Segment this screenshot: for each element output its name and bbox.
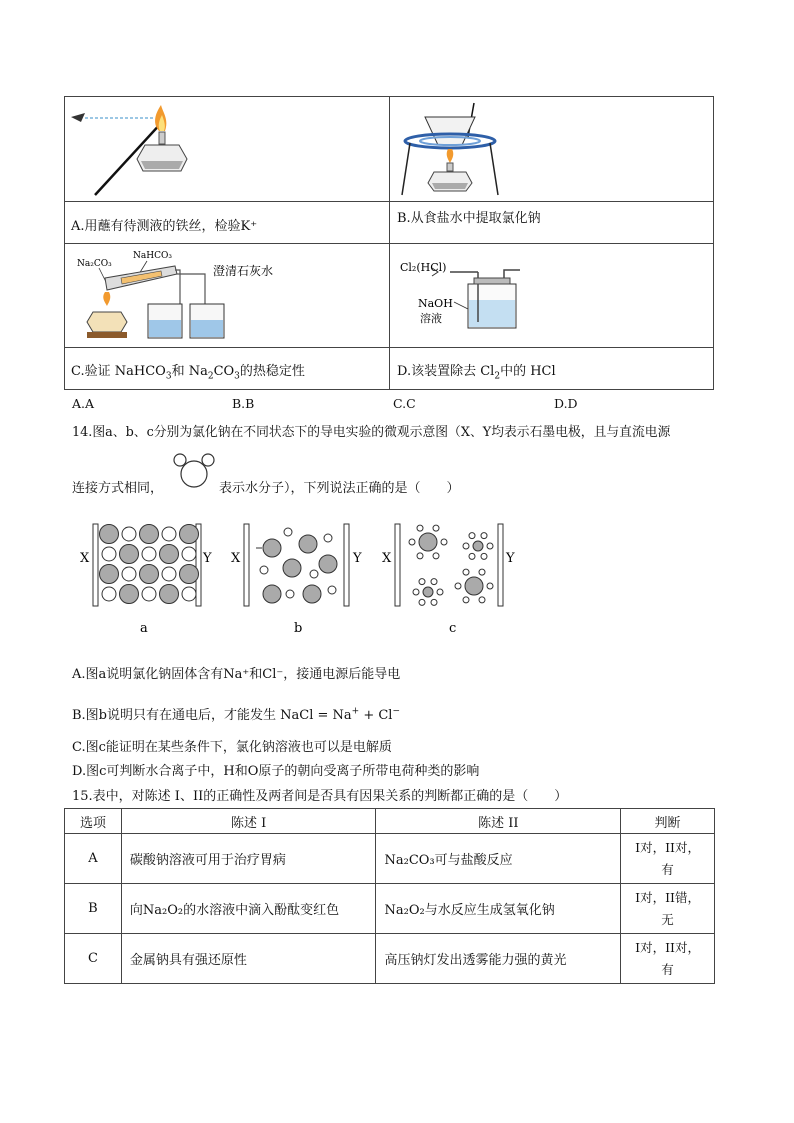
judgement-cell: I对，II错， 无 <box>621 884 715 934</box>
water-molecule <box>479 597 485 603</box>
sodium-ion <box>162 527 176 541</box>
water-molecule <box>433 525 439 531</box>
chloride-ion <box>140 525 159 544</box>
header-statement-1: 陈述 I <box>121 809 376 834</box>
row-option[interactable]: C <box>65 934 122 984</box>
chloride-ion <box>140 565 159 584</box>
sodium-ion <box>142 547 156 561</box>
header-option: 选项 <box>65 809 122 834</box>
sodium-ion <box>182 547 196 561</box>
q14-stem-line2-end: 表示水分子），下列说法正确的是（ ） <box>219 481 460 496</box>
na2co3-label: Na₂CO₃ <box>77 259 112 269</box>
panel-label-a: a <box>140 621 148 636</box>
grid-divider-3 <box>65 347 713 348</box>
q14-option-b[interactable]: B.图b说明只有在通电后，才能发生 NaCl = Na+ + Cl− <box>72 706 401 723</box>
water-molecule <box>455 583 461 589</box>
row-option[interactable]: B <box>65 884 122 934</box>
water-molecule <box>463 543 469 549</box>
water-molecule <box>437 589 443 595</box>
hydrated-ion <box>423 587 433 597</box>
sodium-ion <box>182 587 196 601</box>
q13-option-a[interactable]: A.A <box>72 396 95 411</box>
statement-1-cell: 向Na₂O₂的水溶液中滴入酚酞变红色 <box>121 884 376 934</box>
gas-washing-bottle-figure <box>390 244 714 347</box>
water-molecule <box>463 569 469 575</box>
water-molecule <box>469 533 475 539</box>
chloride-ion <box>160 545 179 564</box>
electrode-y-label-c: Y <box>506 551 515 566</box>
water-molecule <box>481 553 487 559</box>
q14-stem-line1: 14.图a、b、c分别为氯化钠在不同状态下的导电实验的微观示意图（X、Y均表示石墨电极，且与直流电源 <box>72 425 671 440</box>
water-molecule <box>487 583 493 589</box>
sodium-ion <box>102 547 116 561</box>
flame-test-figure <box>65 97 389 201</box>
water-molecule <box>433 553 439 559</box>
thermal-stability-figure <box>65 244 389 347</box>
statement-2-cell: Na₂O₂与水反应生成氢氧化钠 <box>376 884 621 934</box>
hydrated-ion <box>419 533 437 551</box>
q13-option-grid <box>64 96 714 390</box>
nahco3-label: NaHCO₃ <box>133 251 172 261</box>
header-judgement: 判断 <box>621 809 715 834</box>
statement-1-cell: 金属钠具有强还原性 <box>121 934 376 984</box>
water-molecule <box>419 599 425 605</box>
option-a-caption: A.用蘸有待测液的铁丝，检验K⁺ <box>71 219 258 234</box>
hydrated-ion <box>473 541 483 551</box>
water-molecule <box>409 539 415 545</box>
electrode-x-label-c: X <box>382 551 392 566</box>
q13-option-b[interactable]: B.B <box>232 396 255 411</box>
table-header-row <box>65 809 715 834</box>
q14-option-a[interactable]: A.图a说明氯化钠固体含有Na⁺和Cl⁻，接通电源后能导电 <box>72 667 401 682</box>
water-molecule <box>431 579 437 585</box>
statement-1-cell: 碳酸钠溶液可用于治疗胃病 <box>121 834 376 884</box>
water-molecule <box>479 569 485 575</box>
chloride-ion <box>120 545 139 564</box>
table-row <box>65 834 715 884</box>
q14-conduction-figure <box>76 512 526 640</box>
statement-2-cell: Na₂CO₃可与盐酸反应 <box>376 834 621 884</box>
q15-table <box>64 808 715 984</box>
q14-option-c[interactable]: C.图c能证明在某些条件下，氯化钠溶液也可以是电解质 <box>72 740 392 755</box>
q14-option-d[interactable]: D.图c可判断水合离子中，H和O原子的朝向受离子所带电荷种类的影响 <box>72 764 480 779</box>
sodium-ion <box>102 587 116 601</box>
q13-option-d[interactable]: D.D <box>554 396 578 411</box>
water-molecule <box>419 579 425 585</box>
naoh-label: NaOH <box>418 297 453 310</box>
water-molecule <box>487 543 493 549</box>
cl2-hcl-label: Cl₂(HCl) <box>400 261 447 274</box>
electrode-x-label-a: X <box>80 551 90 566</box>
statement-2-cell: 高压钠灯发出透雾能力强的黄光 <box>376 934 621 984</box>
solution-label: 溶液 <box>420 312 442 325</box>
sodium-ion <box>142 587 156 601</box>
q14-stem-line2-start: 连接方式相同， <box>72 481 164 496</box>
panel-a <box>80 524 212 636</box>
evaporation-figure <box>390 97 714 201</box>
water-molecule <box>469 553 475 559</box>
q15-stem: 15.表中，对陈述 I、II的正确性及两者间是否具有因果关系的判断都正确的是（ ） <box>72 789 568 804</box>
grid-divider-1 <box>65 201 713 202</box>
panel-label-c: c <box>449 621 457 636</box>
water-molecule <box>431 599 437 605</box>
option-d-caption: D.该装置除去 $Cl_2$中的 HCl <box>397 364 556 382</box>
water-molecule <box>417 553 423 559</box>
electrode-y-label-b: Y <box>353 551 362 566</box>
water-molecule <box>463 597 469 603</box>
judgement-cell: I对，II对， 有 <box>621 834 715 884</box>
chloride-ion <box>120 585 139 604</box>
sodium-ion <box>162 567 176 581</box>
water-molecule <box>481 533 487 539</box>
sodium-ion <box>122 527 136 541</box>
q13-option-c[interactable]: C.C <box>393 396 416 411</box>
sodium-ion <box>122 567 136 581</box>
limewater-label: 澄清石灰水 <box>213 264 274 278</box>
water-molecule <box>413 589 419 595</box>
chloride-ion <box>100 565 119 584</box>
panel-label-b: b <box>294 621 303 636</box>
water-molecule <box>441 539 447 545</box>
chloride-ion <box>100 525 119 544</box>
panel-c <box>382 524 515 636</box>
table-row <box>65 934 715 984</box>
electrode-y-label-a: Y <box>203 551 212 566</box>
water-molecule-icon <box>170 450 218 492</box>
chloride-ion <box>180 525 199 544</box>
chloride-ion <box>180 565 199 584</box>
water-molecule <box>417 525 423 531</box>
table-row <box>65 884 715 934</box>
header-statement-2: 陈述 II <box>376 809 621 834</box>
judgement-cell: I对，II对， 有 <box>621 934 715 984</box>
chloride-ion <box>160 585 179 604</box>
hydrated-ion <box>465 577 483 595</box>
panel-b <box>231 524 362 636</box>
electrode-x-label-b: X <box>231 551 241 566</box>
option-b-caption: B.从食盐水中提取氯化钠 <box>397 211 541 226</box>
row-option[interactable]: A <box>65 834 122 884</box>
option-c-caption: C.验证 NaHCO$_3$和 $Na_2CO_3$的热稳定性 <box>71 364 305 382</box>
